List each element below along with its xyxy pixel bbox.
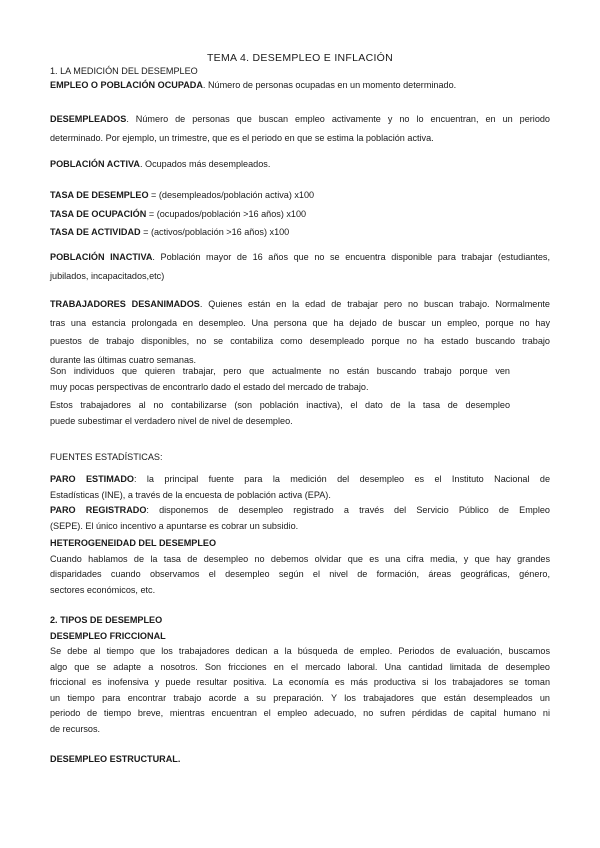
- desanimados-p2-line-2: muy pocas perspectivas de encontrarlo dado el estado del mercado de trabajo.: [50, 381, 369, 392]
- inactiva-line-1: [50, 248, 550, 267]
- estructural-heading: [50, 750, 550, 769]
- paro-registrado-line-2: (SEPE). El único incentivo a apuntarse es cobrar un subsidio.: [50, 520, 299, 531]
- friccional-paragraph: [50, 613, 550, 737]
- tasa-ocupacion-line: [50, 205, 550, 224]
- desempleados-paragraph: [50, 110, 550, 147]
- inactiva-line-2: jubilados, incapacitados,etc): [50, 270, 165, 281]
- paro-estimado-line-1: [50, 472, 550, 488]
- desempleados-text-1: . Número de personas que buscan empleo activamente y no lo encuentran, en un periodo: [126, 114, 550, 124]
- estructural-paragraph: [50, 750, 550, 769]
- tasas-block: [50, 186, 550, 242]
- desanimados-line-4: durante las últimas cuatro semanas.: [50, 354, 197, 365]
- tasa-actividad-line: [50, 223, 550, 242]
- fuentes-heading: FUENTES ESTADÍSTICAS:: [50, 452, 163, 462]
- paro-registrado-text-1: : disponemos de desempleo registrado a través del Servicio Público de Empleo: [146, 505, 550, 515]
- friccional-line-5: periodo de tiempo breve, mientras encuentran el empleo adecuado, no sufren pérdidas de capital humano ni: [50, 708, 550, 718]
- desanimados-line-3: puestos de trabajo disponibles, no se contabiliza como desempleado porque no ha estado buscando trabajo: [50, 336, 550, 346]
- paro-estimado-term: PARO ESTIMADO: [50, 474, 134, 484]
- desanimados-p3-line-1: Estos trabajadores al no contabilizarse (son población inactiva), el dato de la tasa de desempleo: [50, 400, 510, 410]
- friccional-line-4: un tiempo para encontrar trabajo acorde a su preparación. Y los trabajadores que están desempleados un: [50, 692, 550, 703]
- inactiva-term: POBLACIÓN INACTIVA: [50, 252, 153, 262]
- poblacion-activa-paragraph: [50, 155, 550, 174]
- friccional-heading-text: DESEMPLEO FRICCIONAL: [50, 630, 166, 641]
- friccional-line-2: algo que se adapte a nosotros. Son fricciones en el mercado laboral. Una cantidad limitada de desempleo: [50, 661, 550, 672]
- desempleados-term: DESEMPLEADOS: [50, 114, 127, 124]
- tasa-desempleo-term: TASA DE DESEMPLEO: [50, 190, 149, 200]
- heterogeneidad-paragraph: [50, 536, 550, 598]
- paro-estimado-text-1: : la principal fuente para la medición del desempleo es el Instituto Nacional de: [133, 474, 551, 484]
- desanimados-text-1: . Quienes están en la edad de trabajar pero no buscan trabajo. Normalmente: [199, 299, 550, 309]
- heterogeneidad-line-3: sectores económicos, etc.: [50, 584, 156, 595]
- estructural-heading-text: DESEMPLEO ESTRUCTURAL.: [50, 754, 181, 764]
- tasa-ocupacion-term: TASA DE OCUPACIÓN: [50, 208, 147, 219]
- heterogeneidad-heading: [50, 536, 550, 552]
- desanimados-line-1: [50, 295, 550, 314]
- heterogeneidad-line-1: Cuando hablamos de la tasa de desempleo no debemos olvidar que es una cifra media, y que hay grandes: [50, 553, 550, 564]
- poblacion-activa-text: . Ocupados más desempleados.: [139, 159, 271, 169]
- poblacion-activa-line: [50, 155, 550, 174]
- section-1-heading: 1. LA MEDICIÓN DEL DESEMPLEO: [50, 66, 198, 76]
- paro-estimado-line-2: Estadísticas (INE), a través de la encuesta de población activa (EPA).: [50, 489, 331, 500]
- friccional-line-1: Se debe al tiempo que los trabajadores dedican a la búsqueda de empleo. Periodos de evaluación, buscamos: [50, 646, 550, 656]
- poblacion-activa-term: POBLACIÓN ACTIVA: [50, 159, 140, 169]
- desanimados-paragraph: [50, 295, 550, 369]
- heterogeneidad-line-2: disparidades cuando observamos el desempleo según el nivel de formación, áreas geográficas, género,: [50, 569, 550, 579]
- desanimados-paragraph-3: [50, 398, 510, 429]
- paro-estimado-paragraph: [50, 472, 550, 503]
- empleo-term: EMPLEO O POBLACIÓN OCUPADA: [50, 80, 203, 90]
- tasa-ocupacion-formula: = (ocupados/población >16 años) x100: [146, 208, 307, 219]
- paro-registrado-line-1: [50, 503, 550, 519]
- empleo-line: [50, 76, 550, 95]
- section-2-heading-text: 2. TIPOS DE DESEMPLEO: [50, 615, 163, 625]
- friccional-heading: [50, 629, 550, 645]
- inactiva-text-1: . Población mayor de 16 años que no se encuentra disponible para trabajar (estudiantes,: [152, 252, 551, 262]
- friccional-line-3: friccional es inofensiva y puede resultar positiva. La economía es más productiva si los trabajadores se toman: [50, 677, 550, 687]
- tasa-desempleo-line: [50, 186, 550, 205]
- paro-registrado-paragraph: [50, 503, 550, 534]
- tasa-actividad-formula: = (activos/población >16 años) x100: [140, 227, 290, 237]
- paro-registrado-term: PARO REGISTRADO: [50, 505, 147, 515]
- desempleados-line-2: determinado. Por ejemplo, un trimestre, que es el periodo en que se estima la población activa.: [50, 132, 434, 143]
- desanimados-p2-line-1: Son individuos que quieren trabajar, pero que actualmente no están buscando trabajo porque ven: [50, 366, 510, 376]
- tasa-desempleo-formula: = (desempleados/población activa) x100: [148, 190, 315, 200]
- desanimados-paragraph-2: [50, 364, 510, 395]
- desempleados-line-1: [50, 110, 550, 129]
- tasa-actividad-term: TASA DE ACTIVIDAD: [50, 227, 141, 237]
- empleo-paragraph: [50, 76, 550, 95]
- inactiva-paragraph: [50, 248, 550, 285]
- section-2-heading: [50, 613, 550, 629]
- empleo-text: . Número de personas ocupadas en un momento determinado.: [202, 80, 457, 90]
- desanimados-p3-line-2: puede subestimar el verdadero nivel de nivel de desempleo.: [50, 415, 293, 426]
- desanimados-term: TRABAJADORES DESANIMADOS: [50, 299, 200, 309]
- heterogeneidad-heading-text: HETEROGENEIDAD DEL DESEMPLEO: [50, 538, 217, 548]
- desanimados-line-2: tras una estancia prolongada en desempleo. Una persona que ha dejado de buscar un empleo, porque no hay: [50, 317, 550, 328]
- document-title: TEMA 4. DESEMPLEO E INFLACIÓN: [206, 52, 394, 64]
- friccional-line-6: de recursos.: [50, 723, 101, 734]
